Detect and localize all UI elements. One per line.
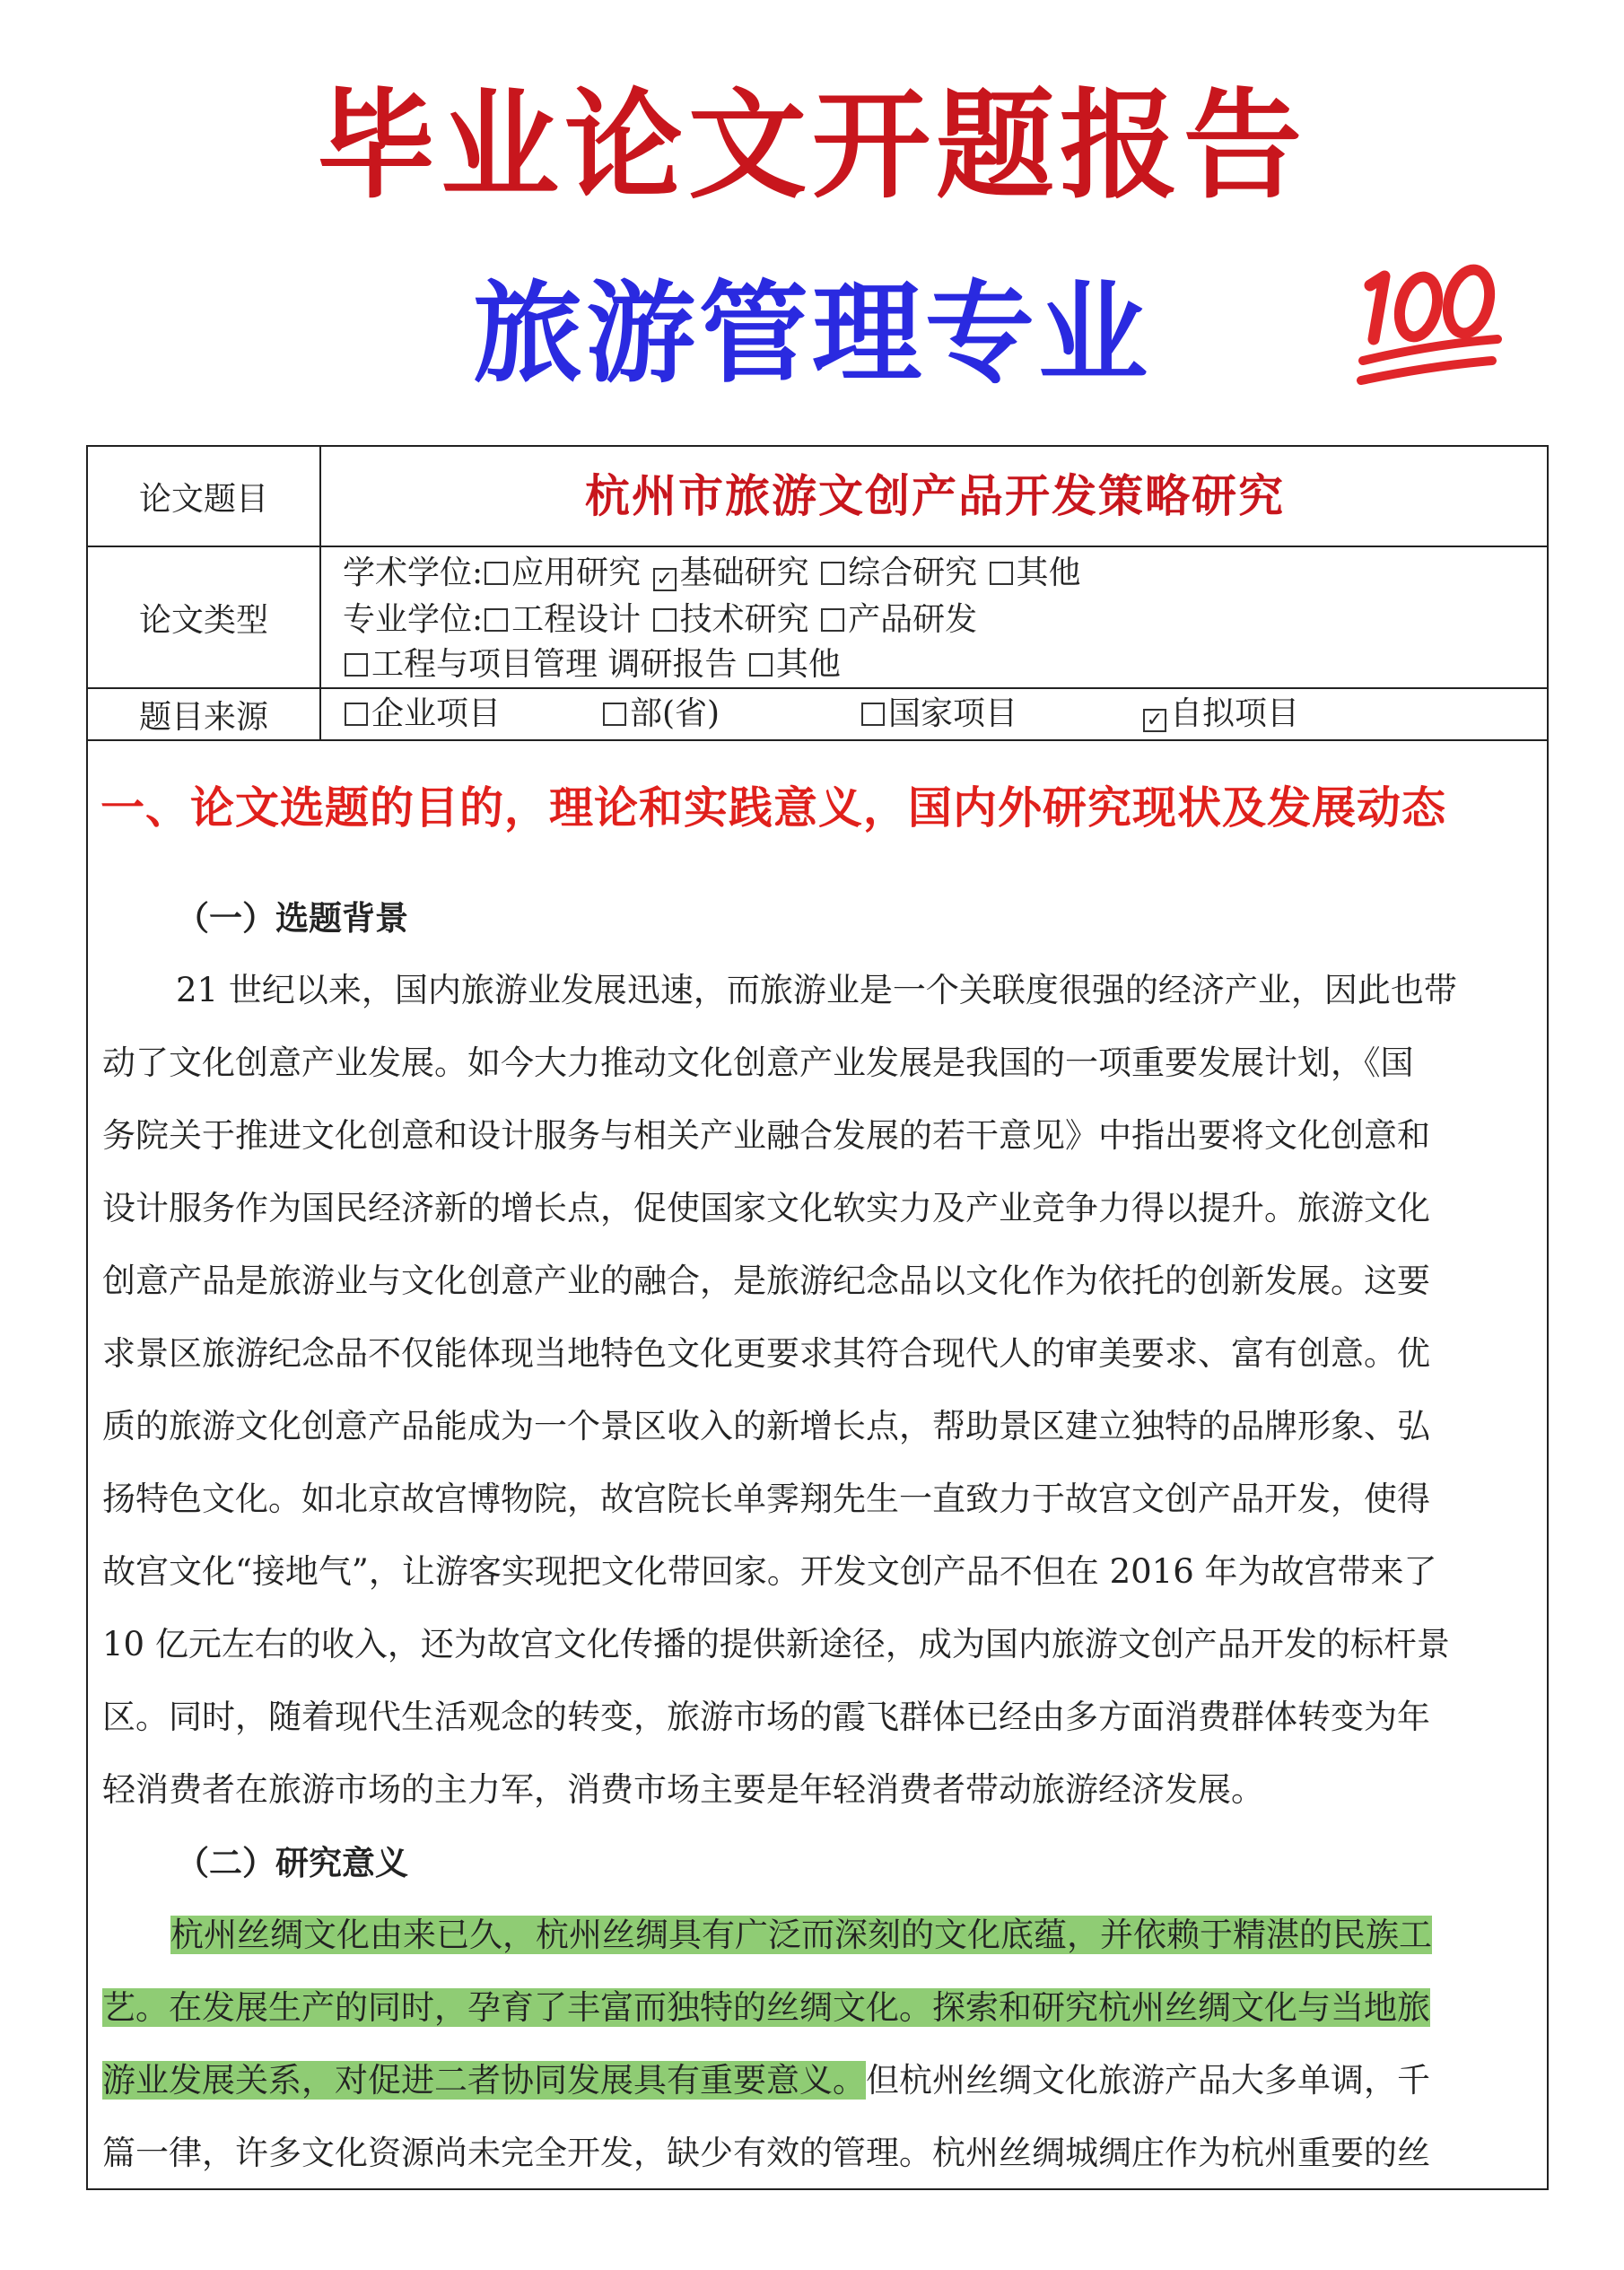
section-heading: 一、论文选题的目的，理论和实践意义，国内外研究现状及发展动态 (100, 782, 1447, 834)
paragraph-text: 但杭州丝绸文化旅游产品大多单调，千 (866, 2061, 1430, 2100)
paragraph-line (170, 1913, 1529, 1958)
thesis-title-value: 杭州市旅游文创产品开发策略研究 (585, 470, 1285, 522)
thesis-type-row (88, 547, 1547, 689)
paragraph-line: 求景区旅游纪念品不仅能体现当地特色文化更要求其符合现代人的审美要求、富有创意。优 (102, 1334, 1430, 1373)
topic-source-label: 题目来源 (88, 689, 321, 739)
checkbox-engineering-design[interactable] (485, 608, 508, 632)
thesis-title-row (88, 447, 1547, 547)
option-basic-research: 基础研究 (679, 554, 809, 591)
professional-degree-line-2 (343, 644, 841, 685)
checkbox-other-academic[interactable] (990, 562, 1013, 585)
topic-source-row (88, 689, 1547, 741)
source-enterprise-label: 企业项目 (371, 695, 502, 732)
thesis-title-label: 论文题目 (88, 447, 321, 546)
paragraph-line: 21 世纪以来，国内旅游业发展迅速，而旅游业是一个关联度很强的经济产业，因此也带 (176, 971, 1457, 1009)
source-enterprise (343, 694, 501, 735)
professional-degree-prefix: 专业学位: (343, 601, 484, 638)
checkbox-basic-research[interactable]: ✓ (653, 568, 677, 591)
paragraph-line: 动了文化创意产业发展。如今大力推动文化创意产业发展是我国的一项重要发展计划，《国 (102, 1043, 1414, 1082)
major-subtitle: 旅游管理专业 (473, 270, 1151, 397)
paragraph-line: 扬特色文化。如北京故宫博物院，故宫院长单霁翔先生一直致力于故宫文创产品开发，使得 (102, 1480, 1430, 1518)
thesis-type-label: 论文类型 (88, 547, 321, 687)
paragraph-line: 质的旅游文化创意产品能成为一个景区收入的新增长点，帮助景区建立独特的品牌形象、弘 (102, 1407, 1430, 1445)
academic-degree-line (343, 553, 1081, 594)
paragraph-line: 设计服务作为国民经济新的增长点，促使国家文化软实力及产业竞争力得以提升。旅游文化 (102, 1189, 1430, 1227)
source-self (1141, 694, 1299, 735)
source-provincial-label: 部(省) (630, 695, 720, 732)
checkbox-provincial-project[interactable] (603, 703, 626, 726)
checkbox-project-management[interactable] (345, 653, 368, 677)
checkbox-applied-research[interactable] (485, 562, 508, 585)
checkbox-national-project[interactable] (861, 703, 885, 726)
paragraph-line (102, 2058, 1529, 2103)
professional-degree-line (343, 599, 977, 641)
option-product-development: 产品研发 (848, 601, 978, 638)
checkbox-other-professional[interactable] (749, 653, 773, 677)
option-other-professional: 其他 (775, 646, 841, 683)
highlighted-text: 游业发展关系，对促进二者协同发展具有重要意义。 (102, 2061, 866, 2100)
option-other-academic: 其他 (1016, 554, 1081, 591)
source-national (860, 694, 1017, 735)
paragraph-line (102, 1986, 1529, 2030)
checkbox-self-project[interactable]: ✓ (1143, 709, 1166, 732)
paragraph-line: 区。同时，随着现代生活观念的转变，旅游市场的霞飞群体已经由多方面消费群体转变为年 (102, 1698, 1430, 1736)
checkbox-comprehensive-research[interactable] (821, 562, 844, 585)
paragraph-line: 10 亿元左右的收入，还为故宫文化传播的提供新途径，成为国内旅游文创产品开发的标杆景 (102, 1625, 1450, 1663)
paragraph-line: 故宫文化“接地气”，让游客实现把文化带回家。开发文创产品不但在 2016 年为故宫带来了 (102, 1552, 1437, 1591)
paragraph-line: 篇一律，许多文化资源尚未完全开发，缺少有效的管理。杭州丝绸城绸庄作为杭州重要的丝 (102, 2134, 1430, 2172)
option-engineering-design: 工程设计 (511, 601, 642, 638)
source-self-label: 自拟项目 (1170, 695, 1300, 732)
checkbox-enterprise-project[interactable] (345, 703, 368, 726)
checkbox-product-development[interactable] (821, 608, 844, 632)
academic-degree-prefix: 学术学位: (343, 554, 484, 591)
highlighted-text: 杭州丝绸文化由来已久，杭州丝绸具有广泛而深刻的文化底蕴，并依赖于精湛的民族工 (170, 1916, 1432, 1954)
background-heading: （一）选题背景 (176, 898, 408, 938)
significance-heading: （二）研究意义 (176, 1843, 408, 1882)
paragraph-line: 创意产品是旅游业与文化创意产业的融合，是旅游纪念品以文化作为依托的创新发展。这要 (102, 1262, 1430, 1300)
source-provincial (601, 694, 720, 735)
source-national-label: 国家项目 (888, 695, 1018, 732)
checkbox-technical-research[interactable] (653, 608, 677, 632)
badge-text: 100 (1350, 249, 1352, 250)
option-project-management: 工程与项目管理 调研报告 (371, 646, 738, 683)
option-technical-research: 技术研究 (679, 601, 809, 638)
option-applied-research: 应用研究 (511, 554, 642, 591)
paragraph-line: 轻消费者在旅游市场的主力军，消费市场主要是年轻消费者带动旅游经济发展。 (102, 1770, 1264, 1809)
page-title: 毕业论文开题报告 (317, 77, 1307, 215)
paragraph-line: 务院关于推进文化创意和设计服务与相关产业融合发展的若干意见》中指出要将文化创意和 (102, 1116, 1430, 1155)
option-comprehensive-research: 综合研究 (848, 554, 978, 591)
hundred-points-icon (1350, 249, 1507, 393)
highlighted-text: 艺。在发展生产的同时，孕育了丰富而独特的丝绸文化。探索和研究杭州丝绸文化与当地旅 (102, 1988, 1430, 2027)
